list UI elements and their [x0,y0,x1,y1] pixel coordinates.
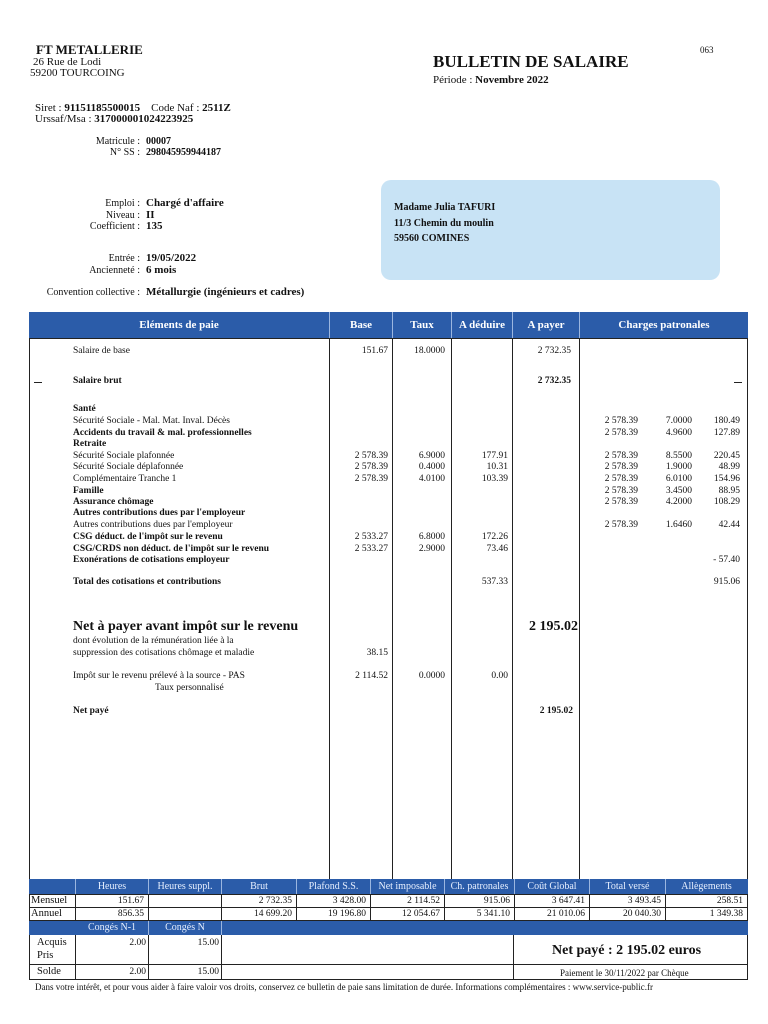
line-label: Sécurité Sociale plafonnée [73,451,175,461]
pas-base: 2 114.52 [355,671,388,681]
line-charges-taux: 1.6460 [665,520,692,530]
line-label: Sécurité Sociale déplafonnée [73,462,184,472]
conges-solde-n1: 2.00 [129,967,146,977]
line-deduire: 172.26 [481,532,508,542]
summary-cell: 1 349.38 [709,909,743,919]
summary-header: Allègements [681,881,732,892]
summary-header: Coût Global [527,881,577,892]
summary-cell: 12 054.67 [402,909,440,919]
summary-cell: 856.35 [117,909,144,919]
matricule: 00007 [146,136,171,147]
line-deduire: 103.39 [481,474,508,484]
line-charges-montant: 108.29 [713,497,740,507]
pas-deduire: 0.00 [491,671,508,681]
line-taux: 6.9000 [418,451,445,461]
conges-acquis-n1: 2.00 [129,938,146,948]
coefficient: 135 [146,220,163,232]
net-before-tax-label: Net à payer avant impôt sur le revenu [73,619,299,634]
line-taux: 6.8000 [418,532,445,542]
evolution-value: 38.15 [366,648,388,658]
line-base: 2 533.27 [354,544,388,554]
convention: Métallurgie (ingénieurs et cadres) [146,286,305,298]
line-charges-montant: 88.95 [718,486,740,496]
header-deduire: A déduire [459,319,505,331]
summary-header: Heures [97,881,127,892]
line-base: 2 533.27 [354,532,388,542]
line-charges-base: 2 578.39 [604,416,638,426]
recipient-name: Madame Julia TAFURI [394,202,496,213]
line-label: Retraite [73,439,107,449]
urssaf-line: Urssaf/Msa : 317000001024223925 [35,113,194,125]
footer-note: Dans votre intérêt, et pour vous aider à faire valoir vos droits, conservez ce bulletin de paie sans limitation de durée. Informations complémentaires : www.service-public.fr [35,982,653,992]
line-charges-base: 2 578.39 [604,486,638,496]
header-taux: Taux [410,319,434,331]
line-label: Total des cotisations et contributions [73,577,221,587]
summary-header: Ch. patronales [450,881,509,892]
line-charges-base: 2 578.39 [604,497,638,507]
line-charges-montant: 220.45 [713,451,740,461]
line-label: Complémentaire Tranche 1 [73,474,177,484]
summary-cell: 5 341.10 [476,909,510,919]
line-base: 2 578.39 [354,462,388,472]
conges-n1-header: Congés N-1 [87,922,137,933]
summary-cell: 3 493.45 [627,896,661,906]
summary-header: Plafond S.S. [308,881,359,892]
anciennete-label: Ancienneté : [89,265,140,276]
matricule-label: Matricule : [95,136,140,147]
line-charges-montant: 915.06 [713,577,740,587]
line-deduire: 537.33 [481,577,508,587]
conges-solde-n: 15.00 [197,967,219,977]
company-name: FT METALLERIE [36,42,143,57]
line-label: Salaire brut [73,376,122,386]
line-taux: 0.4000 [418,462,445,472]
summary-cell: 20 040.30 [623,909,661,919]
line-charges-montant: 42.44 [718,520,740,530]
evolution-line-1: dont évolution de la rémunération liée à la [73,636,234,646]
summary-cell: 14 699.20 [254,909,292,919]
entree-label: Entrée : [108,253,140,264]
line-charges-taux: 8.5500 [665,451,692,461]
line-charges-taux: 6.0100 [665,474,692,484]
line-charges-base: 2 578.39 [604,474,638,484]
line-charges-montant: 48.99 [718,462,740,472]
net-before-tax-value: 2 195.02 [529,619,578,634]
payment-info: Paiement le 30/11/2022 par Chèque [560,968,689,978]
line-charges-montant: 180.49 [713,416,740,426]
line-label: Autres contributions dues par l'employeur [73,520,233,530]
summary-cell: 3 647.41 [551,896,585,906]
line-taux: 18.0000 [414,346,445,356]
ss-number: 298045959944187 [146,147,221,158]
line-charges-base: 2 578.39 [604,520,638,530]
header-charges: Charges patronales [618,319,710,331]
summary-cell: 2 114.52 [407,896,440,906]
line-label: Accidents du travail & mal. professionnelles [73,428,252,438]
line-deduire: 177.91 [481,451,508,461]
summary-header: Total versé [605,881,650,892]
company-city: 59200 TOURCOING [30,67,125,79]
line-charges-taux: 4.2000 [665,497,692,507]
line-payer: 2 732.35 [537,376,571,386]
summary-row-label: Annuel [31,908,62,919]
ss-label: N° SS : [109,147,140,158]
recipient-city: 59560 COMINES [394,233,470,244]
summary-cell: 3 428.00 [332,896,366,906]
line-deduire: 10.31 [486,462,508,472]
line-label: Salaire de base [73,346,130,356]
line-label: Exonérations de cotisations employeur [73,555,230,565]
summary-header: Brut [250,881,268,892]
recipient-address-box [381,180,720,280]
summary-cell: 258.51 [716,896,743,906]
line-charges-base: 2 578.39 [604,462,638,472]
niveau: II [146,209,155,221]
net-paye-label: Net payé [73,706,109,716]
entree-date: 19/05/2022 [146,252,197,264]
summary-header: Heures suppl. [157,881,213,892]
company-street: 26 Rue de Lodi [33,56,102,68]
anciennete: 6 mois [146,264,177,276]
header-payer: A payer [527,319,565,331]
conges-acquis-n: 15.00 [197,938,219,948]
line-charges-base: 2 578.39 [604,451,638,461]
evolution-line-2: suppression des cotisations chômage et maladie [73,648,255,658]
summary-row-label: Mensuel [31,895,68,906]
summary-cell: 915.06 [483,896,510,906]
conges-pris-label: Pris [37,950,54,961]
emploi-label: Emploi : [105,198,140,209]
coefficient-label: Coefficient : [89,221,140,232]
line-label: Autres contributions dues par l'employeur [73,508,246,518]
line-label: Sécurité Sociale - Mal. Mat. Inval. Décès [73,416,230,426]
document-title: BULLETIN DE SALAIRE [433,52,629,71]
line-deduire: 73.46 [486,544,508,554]
siret-line: Siret : 91151185500015 Code Naf : 2511Z [35,102,231,114]
convention-label: Convention collective : [46,287,140,298]
final-net-paye: Net payé : 2 195.02 euros [552,943,702,958]
line-taux: 2.9000 [418,544,445,554]
conges-solde-label: Solde [37,966,61,977]
line-charges-taux: 1.9000 [665,462,692,472]
summary-cell: 21 010.06 [547,909,585,919]
line-label: Famille [73,486,104,496]
conges-acquis-label: Acquis [37,937,67,948]
line-charges-taux: 7.0000 [665,416,692,426]
line-charges-taux: 4.9600 [665,428,692,438]
summary-cell: 151.67 [117,896,144,906]
document-number: 063 [700,45,714,55]
emploi: Chargé d'affaire [146,197,224,209]
pas-sub-label: Taux personnalisé [155,683,224,693]
line-base: 2 578.39 [354,474,388,484]
pas-label: Impôt sur le revenu prélevé à la source - PAS [73,671,245,681]
line-taux: 4.0100 [418,474,445,484]
line-charges-montant: 127.89 [713,428,740,438]
recipient-street: 11/3 Chemin du moulin [394,218,494,229]
line-base: 2 578.39 [354,451,388,461]
line-charges-montant: 154.96 [713,474,740,484]
line-label: CSG/CRDS non déduct. de l'impôt sur le revenu [73,544,270,554]
line-label: Assurance chômage [73,497,154,507]
line-label: CSG déduct. de l'impôt sur le revenu [73,532,223,542]
line-label: Santé [73,404,96,414]
line-payer: 2 732.35 [537,346,571,356]
summary-cell: 19 196.80 [328,909,366,919]
niveau-label: Niveau : [105,210,140,221]
line-charges-base: 2 578.39 [604,428,638,438]
summary-header: Net imposable [378,881,437,892]
line-base: 151.67 [361,346,388,356]
line-charges-taux: 3.4500 [665,486,692,496]
header-base: Base [350,319,372,331]
line-charges-montant: - 57.40 [713,555,740,565]
conges-n-header: Congés N [165,922,205,933]
summary-cell: 2 732.35 [258,896,292,906]
pas-taux: 0.0000 [418,671,445,681]
net-paye-value: 2 195.02 [539,706,573,716]
header-elements: Eléments de paie [139,319,219,331]
period: Période : Novembre 2022 [433,74,549,86]
